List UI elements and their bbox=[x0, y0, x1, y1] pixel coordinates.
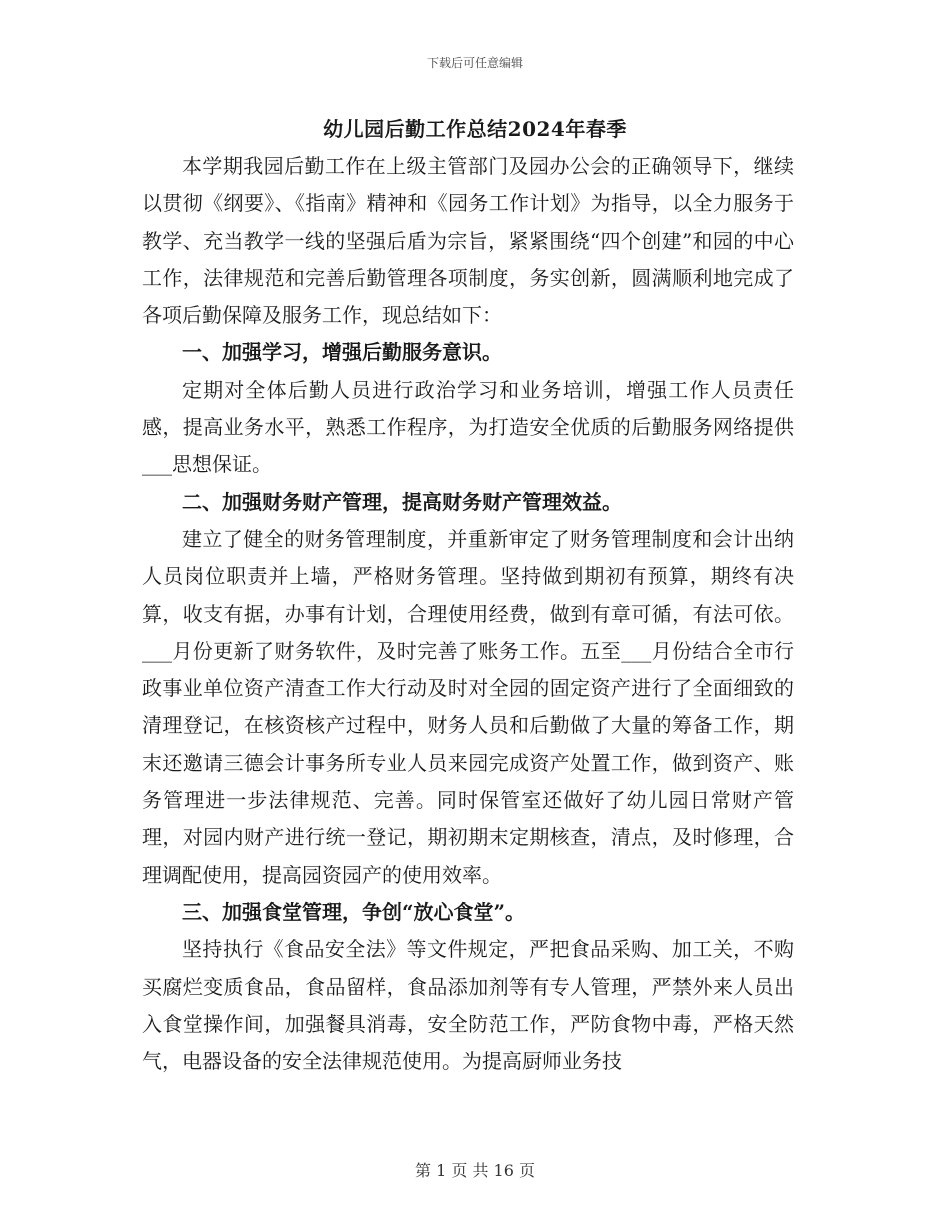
document-title: 幼儿园后勤工作总结2024年春季 bbox=[323, 117, 627, 141]
section-paragraph-1: 定期对全体后勤人员进行政治学习和业务培训，增强工作人员责任感，提高业务水平，熟悉工作程序，为打造安全优质的后勤服务网络提供___思想保证。 bbox=[142, 377, 794, 477]
section-heading-1: 一、加强学习，增强后勤服务意识。 bbox=[182, 340, 502, 365]
section-paragraph-3: 坚持执行《食品安全法》等文件规定，严把食品采购、加工关，不购买腐烂变质食品，食品留样，食品添加剂等有专人管理，严禁外来人员出入食堂操作间，加强餐具消毒，安全防范工作，严防食物中毒，严格天然气，电器设备的安全法律规范使用。为提高厨师业务技 bbox=[142, 937, 794, 1074]
intro-paragraph: 本学期我园后勤工作在上级主管部门及园办公会的正确领导下，继续以贯彻《纲要》、《指南》精神和《园务工作计划》为指导，以全力服务于教学、充当教学一线的坚强后盾为宗旨，紧紧围绕“四个创建”和园的中心工作，法律规范和完善后勤管理各项制度，务实创新，圆满顺利地完成了各项后勤保障及服务工作，现总结如下： bbox=[142, 154, 794, 328]
section-paragraph-2: 建立了健全的财务管理制度，并重新审定了财务管理制度和会计出纳人员岗位职责并上墙，严格财务管理。坚持做到期初有预算，期终有决算，收支有据，办事有计划，合理使用经费，做到有章可循，有法可依。___月份更新了财务软件，及时完善了账务工作。五至___月份结合全市行政事业单位资产清查工作大行动及时对全园的固定资产进行了全面细致的清理登记，在核资核产过程中，财务人员和后勤做了大量的筹备工作，期末还邀请三德会计事务所专业人员来园完成资产处置工作，做到资产、账务管理进一步法律规范、完善。同时保管室还做好了幼儿园日常财产管理，对园内财产进行统一登记，期初期末定期核查，清点，及时修理，合理调配使用，提高园资园产的使用效率。 bbox=[142, 526, 794, 887]
page-footer: 第 1 页 共 16 页 bbox=[415, 1161, 535, 1180]
section-heading-3: 三、加强食堂管理，争创“放心食堂”。 bbox=[182, 899, 526, 924]
section-heading-2: 二、加强财务财产管理，提高财务财产管理效益。 bbox=[182, 489, 622, 514]
page-header: 下载后可任意编辑 bbox=[426, 56, 523, 70]
document-body bbox=[142, 148, 794, 1080]
